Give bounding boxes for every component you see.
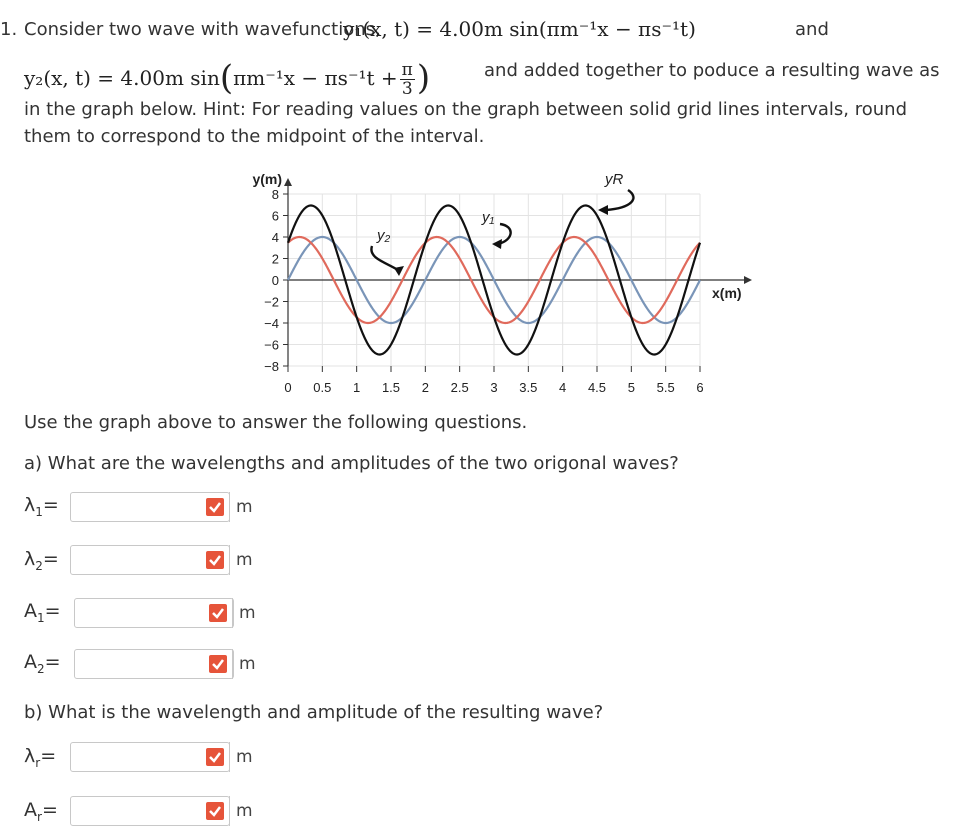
y-tick-label: −2 <box>264 294 279 310</box>
x-axis-label: x(m) <box>712 285 742 301</box>
part-a-prompt: a) What are the wavelengths and amplitudes of the two origonal waves? <box>24 453 679 474</box>
lambda1-check-icon <box>206 498 224 516</box>
lambdar-check-icon <box>206 748 224 766</box>
part-b-prompt: b) What is the wavelength and amplitude of the resulting wave? <box>24 702 604 723</box>
A1-unit: m <box>239 603 256 623</box>
y-tick-label: 8 <box>271 187 279 202</box>
y2-frac-num: π <box>401 60 413 80</box>
y-tick-label: −8 <box>264 359 279 374</box>
A2-label: $A_2=$ <box>24 651 61 676</box>
lambdar-label: $\lambda_r=$ <box>24 745 57 770</box>
lambdar-separator <box>229 742 230 772</box>
x-tick-label: 2.5 <box>450 380 469 395</box>
annotation-yR-arrowhead <box>598 205 608 215</box>
y-tick-label: 2 <box>271 251 279 267</box>
Ar-unit: m <box>236 801 253 821</box>
annotation-y1: y₁ <box>482 209 495 226</box>
question-line1-prefix: Consider two wave with wavefunctions, <box>24 19 381 40</box>
lambda1-unit: m <box>236 497 253 517</box>
x-tick-label: 4 <box>559 380 567 395</box>
x-tick-label: 6 <box>696 380 704 395</box>
question-line1-suffix: and <box>795 19 829 40</box>
A1-label: $A_1=$ <box>24 600 61 625</box>
y2-fraction <box>400 61 415 98</box>
A1-separator <box>232 598 233 628</box>
y2-close-paren: ) <box>416 58 431 98</box>
lambda1-label: $\lambda_1=$ <box>24 494 59 519</box>
x-tick-label: 0.5 <box>313 380 332 395</box>
y2-equation <box>24 54 430 98</box>
question-line4: them to correspond to the midpoint of the interval. <box>24 126 485 147</box>
x-axis-arrow <box>744 276 752 284</box>
y2-equation-inner: πm⁻¹x − πs⁻¹t + <box>233 66 398 90</box>
y2-frac-den: 3 <box>401 79 413 99</box>
question-number: 1. <box>0 19 18 40</box>
lambda2-check-icon <box>206 551 224 569</box>
Ar-separator <box>229 796 230 826</box>
y2-open-paren: ( <box>219 58 234 98</box>
lambda2-separator <box>229 545 230 575</box>
A2-unit: m <box>239 654 256 674</box>
y-tick-label: −6 <box>264 337 279 353</box>
lambda2-label: $\lambda_2=$ <box>24 548 59 573</box>
instructions: Use the graph above to answer the following questions. <box>24 412 528 433</box>
y-tick-label: 0 <box>271 273 279 288</box>
A2-check-icon <box>209 655 227 673</box>
y1-equation: y₁(x, t) = 4.00m sin(πm⁻¹x − πs⁻¹t) <box>343 17 696 41</box>
y-tick-label: 4 <box>271 230 279 245</box>
question-line3: in the graph below. Hint: For reading values on the graph between solid grid lines intervals, round <box>24 99 908 120</box>
A2-separator <box>232 649 233 679</box>
y2-equation-start: y₂(x, t) = 4.00m sin <box>24 66 220 90</box>
x-tick-label: 5 <box>627 380 635 395</box>
y-tick-label: 6 <box>271 208 279 224</box>
x-tick-label: 1.5 <box>381 380 401 395</box>
annotation-y2: y₂ <box>377 227 391 244</box>
annotation-yR-arrow <box>606 190 633 210</box>
x-tick-label: 4.5 <box>587 380 607 395</box>
x-tick-label: 1 <box>353 380 361 395</box>
annotation-yR: yR <box>605 171 624 188</box>
wave-chart <box>0 160 968 405</box>
x-tick-label: 3 <box>490 380 498 395</box>
x-tick-label: 0 <box>284 380 292 395</box>
x-tick-label: 2 <box>421 380 429 395</box>
y-axis-label: y(m) <box>252 171 282 187</box>
x-tick-label: 3.5 <box>519 380 538 395</box>
y-tick-label: −4 <box>264 316 279 331</box>
A1-check-icon <box>209 604 227 622</box>
lambda1-separator <box>229 492 230 522</box>
lambdar-unit: m <box>236 747 253 767</box>
Ar-label: $A_r=$ <box>24 799 58 824</box>
x-tick-label: 5.5 <box>656 380 675 395</box>
Ar-check-icon <box>206 802 224 820</box>
lambda2-unit: m <box>236 550 253 570</box>
question-line2-suffix: and added together to poduce a resulting wave as <box>484 60 940 81</box>
y-axis-arrow <box>284 178 292 186</box>
